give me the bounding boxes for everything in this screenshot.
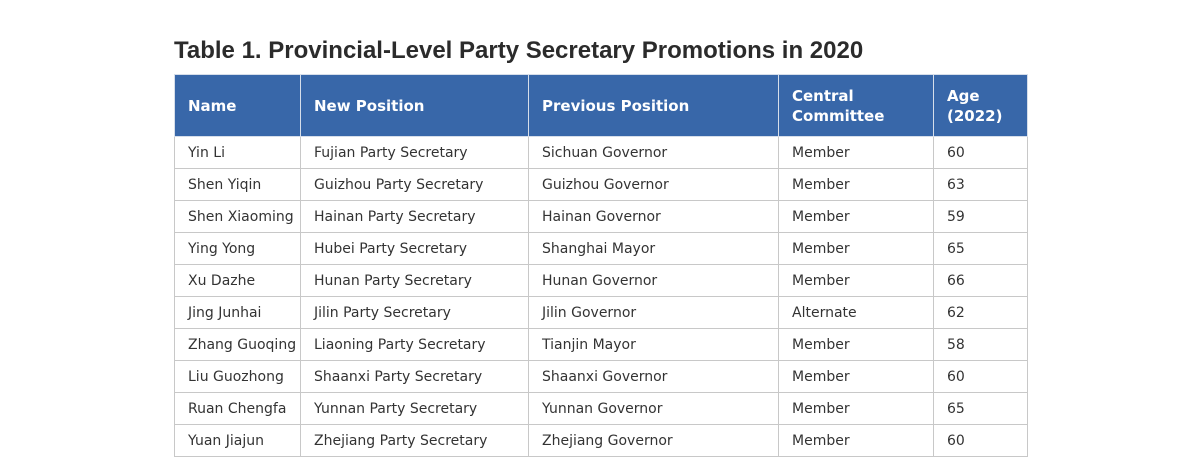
cell-name: Xu Dazhe [175,265,301,297]
cell-central-committee: Member [779,169,934,201]
cell-new-position: Hunan Party Secretary [301,265,529,297]
cell-central-committee: Member [779,393,934,425]
table-row [175,201,1028,233]
cell-central-committee: Member [779,329,934,361]
table-row [175,329,1028,361]
cell-age: 60 [934,137,1028,169]
cell-previous-position: Guizhou Governor [529,169,779,201]
cell-name: Yin Li [175,137,301,169]
cell-name: Zhang Guoqing [175,329,301,361]
cell-new-position: Shaanxi Party Secretary [301,361,529,393]
cell-central-committee: Member [779,137,934,169]
cell-central-committee: Alternate [779,297,934,329]
cell-new-position: Hubei Party Secretary [301,233,529,265]
header-previous-position: Previous Position [529,75,779,137]
cell-name: Shen Xiaoming [175,201,301,233]
cell-previous-position: Tianjin Mayor [529,329,779,361]
cell-name: Yuan Jiajun [175,425,301,457]
cell-age: 62 [934,297,1028,329]
cell-age: 59 [934,201,1028,233]
cell-name: Jing Junhai [175,297,301,329]
table-row [175,361,1028,393]
cell-previous-position: Jilin Governor [529,297,779,329]
cell-name: Liu Guozhong [175,361,301,393]
table-row [175,265,1028,297]
table-row [175,425,1028,457]
cell-age: 60 [934,425,1028,457]
cell-previous-position: Zhejiang Governor [529,425,779,457]
cell-previous-position: Hunan Governor [529,265,779,297]
header-age: Age (2022) [934,75,1028,137]
cell-central-committee: Member [779,425,934,457]
cell-central-committee: Member [779,265,934,297]
cell-new-position: Zhejiang Party Secretary [301,425,529,457]
cell-age: 60 [934,361,1028,393]
cell-new-position: Yunnan Party Secretary [301,393,529,425]
header-new-position: New Position [301,75,529,137]
cell-new-position: Liaoning Party Secretary [301,329,529,361]
cell-age: 65 [934,393,1028,425]
cell-age: 58 [934,329,1028,361]
cell-new-position: Fujian Party Secretary [301,137,529,169]
cell-new-position: Hainan Party Secretary [301,201,529,233]
cell-name: Ying Yong [175,233,301,265]
cell-new-position: Jilin Party Secretary [301,297,529,329]
cell-age: 66 [934,265,1028,297]
promotions-table [174,74,1028,457]
header-central-committee: Central Committee [779,75,934,137]
cell-previous-position: Sichuan Governor [529,137,779,169]
cell-new-position: Guizhou Party Secretary [301,169,529,201]
cell-previous-position: Hainan Governor [529,201,779,233]
cell-previous-position: Shaanxi Governor [529,361,779,393]
cell-previous-position: Yunnan Governor [529,393,779,425]
cell-age: 63 [934,169,1028,201]
cell-age: 65 [934,233,1028,265]
cell-central-committee: Member [779,361,934,393]
table-title: Table 1. Provincial-Level Party Secretary Promotions in 2020 [174,37,864,64]
table-row [175,169,1028,201]
cell-name: Ruan Chengfa [175,393,301,425]
table-row [175,137,1028,169]
cell-previous-position: Shanghai Mayor [529,233,779,265]
table-row [175,393,1028,425]
cell-central-committee: Member [779,233,934,265]
cell-name: Shen Yiqin [175,169,301,201]
table-header-row [175,75,1028,137]
table-row [175,297,1028,329]
table-row [175,233,1028,265]
header-name: Name [175,75,301,137]
cell-central-committee: Member [779,201,934,233]
